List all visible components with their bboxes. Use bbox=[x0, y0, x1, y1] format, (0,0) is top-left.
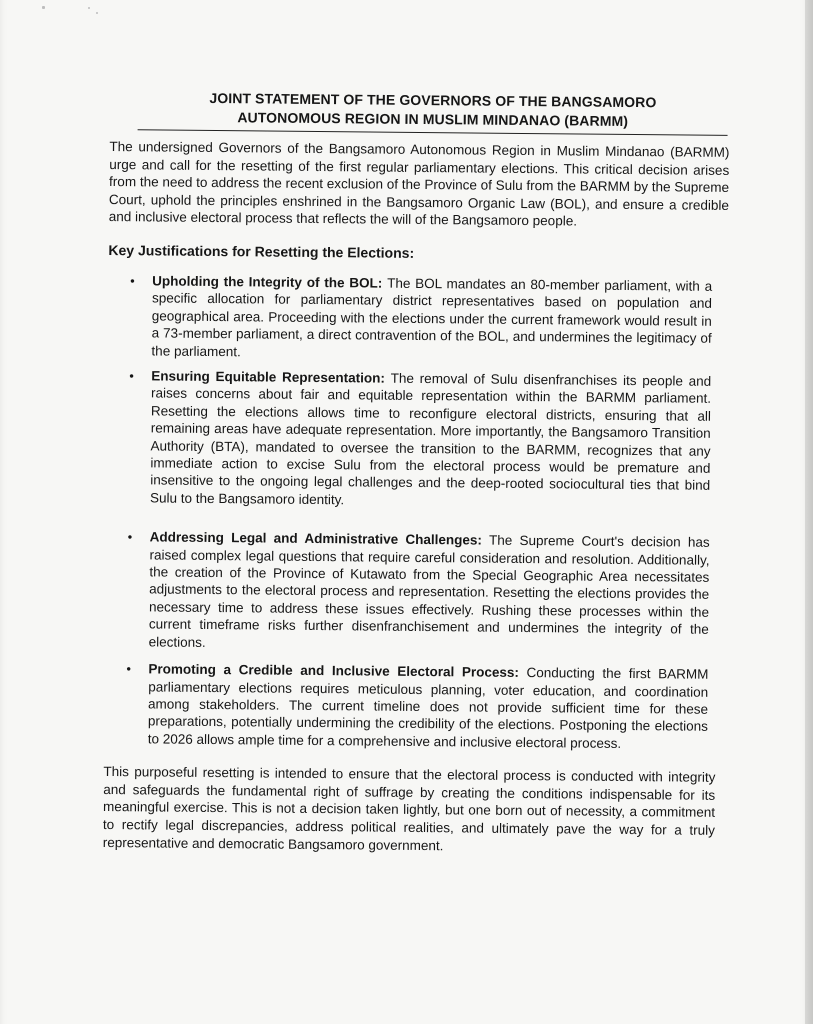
justification-text: The BOL mandates an 80-member parliament, with a specific allocation for parliamentary district representatives based on population and geographical area. Proceeding with the elections under the current framework would result in a 73-member parliament, a direct contravention of the BOL, and undermines the legitimacy of the parliament. bbox=[151, 275, 713, 359]
bullet-icon: • bbox=[126, 661, 132, 677]
justifications-list bbox=[104, 272, 729, 753]
scan-speck bbox=[96, 12, 98, 14]
justification-text: The Supreme Court's decision has raised complex legal questions that require careful consideration and resolution. Additionally, the creation of the Province of Kutawato from the Special Geographic Area necessitates adjustments to the electoral process and representation. Resetting the elections provides the necessary time to address these issues effectively. Rushing these processes within the current timeframe risks further disenfranchisement and undermines the integrity of the elections. bbox=[148, 532, 710, 650]
bullet-icon: • bbox=[130, 273, 135, 289]
statement-document bbox=[103, 88, 730, 857]
title-line-2: AUTONOMOUS REGION IN MUSLIM MINDANAO (BARMM) bbox=[237, 109, 629, 129]
justification-item bbox=[129, 367, 712, 512]
bullet-icon: • bbox=[129, 368, 134, 384]
justification-title: Addressing Legal and Administrative Challenges: bbox=[149, 529, 490, 548]
document-title bbox=[138, 88, 728, 136]
page-edge-shadow bbox=[805, 0, 813, 1024]
justification-title: Promoting a Credible and Inclusive Electoral Process: bbox=[148, 661, 527, 681]
scan-speck bbox=[42, 6, 45, 9]
section-heading: Key Justifications for Resetting the Elections: bbox=[108, 241, 415, 261]
justification-text: Conducting the first BARMM parliamentary elections requires meticulous planning, voter education, and coordination among stakeholders. The current timeline does not provide sufficient time for these preparations, potentially undermining the credibility of the elections. Postponing the elections to 2026 allows ample time for a comprehensive and inclusive electoral process. bbox=[147, 665, 709, 751]
closing-paragraph: This purposeful resetting is intended to ensure that the electoral process is conducted with integrity and safeguards the fundamental right of suffrage by creating the conditions indispensable for its meaningful exercise. This is not a decision taken lightly, but one born out of necessity, a commitment to rectify legal discrepancies, address political realities, and ultimately pave the way for a truly representative and democratic Bangsamoro government. bbox=[102, 764, 716, 853]
justification-item bbox=[126, 660, 709, 752]
justification-text: The removal of Sulu disenfranchises its people and raises concerns about fair and equitable representation within the BARMM parliament. Resetting the elections allows time to reconfigure electoral districts, ensuring that all remaining areas have adequate representation. More importantly, the Bangsamoro Transition Authority (BTA), mandated to oversee the transition to the BARMM, recognizes that any immediate action to excise Sulu from the electoral process would be premature and insensitive to the ongoing legal challenges and the deep-rooted sociocultural ties that bind Sulu to the Bangsamoro identity. bbox=[149, 370, 712, 508]
justification-item bbox=[130, 272, 713, 364]
bullet-icon: • bbox=[127, 529, 133, 545]
justification-title: Ensuring Equitable Representation: bbox=[151, 368, 391, 386]
intro-paragraph: The undersigned Governors of the Bangsamoro Autonomous Region in Muslim Mindanao (BARMM) urge and call for the resetting of the first regular parliamentary elections. This critical decision arises from the need to address the recent exclusion of the Province of Sulu from the BARMM by the Supreme Court, uphold the principles enshrined in the Bangsamoro Organic Law (BOL), and ensure a credible and inclusive electoral process that reflects the will of the Bangsamoro people. bbox=[108, 138, 730, 229]
title-line-1: JOINT STATEMENT OF THE GOVERNORS OF THE BANGSAMORO bbox=[209, 89, 657, 111]
justification-item bbox=[127, 529, 710, 656]
justification-title: Upholding the Integrity of the BOL: bbox=[152, 273, 388, 291]
scan-speck bbox=[88, 7, 90, 9]
